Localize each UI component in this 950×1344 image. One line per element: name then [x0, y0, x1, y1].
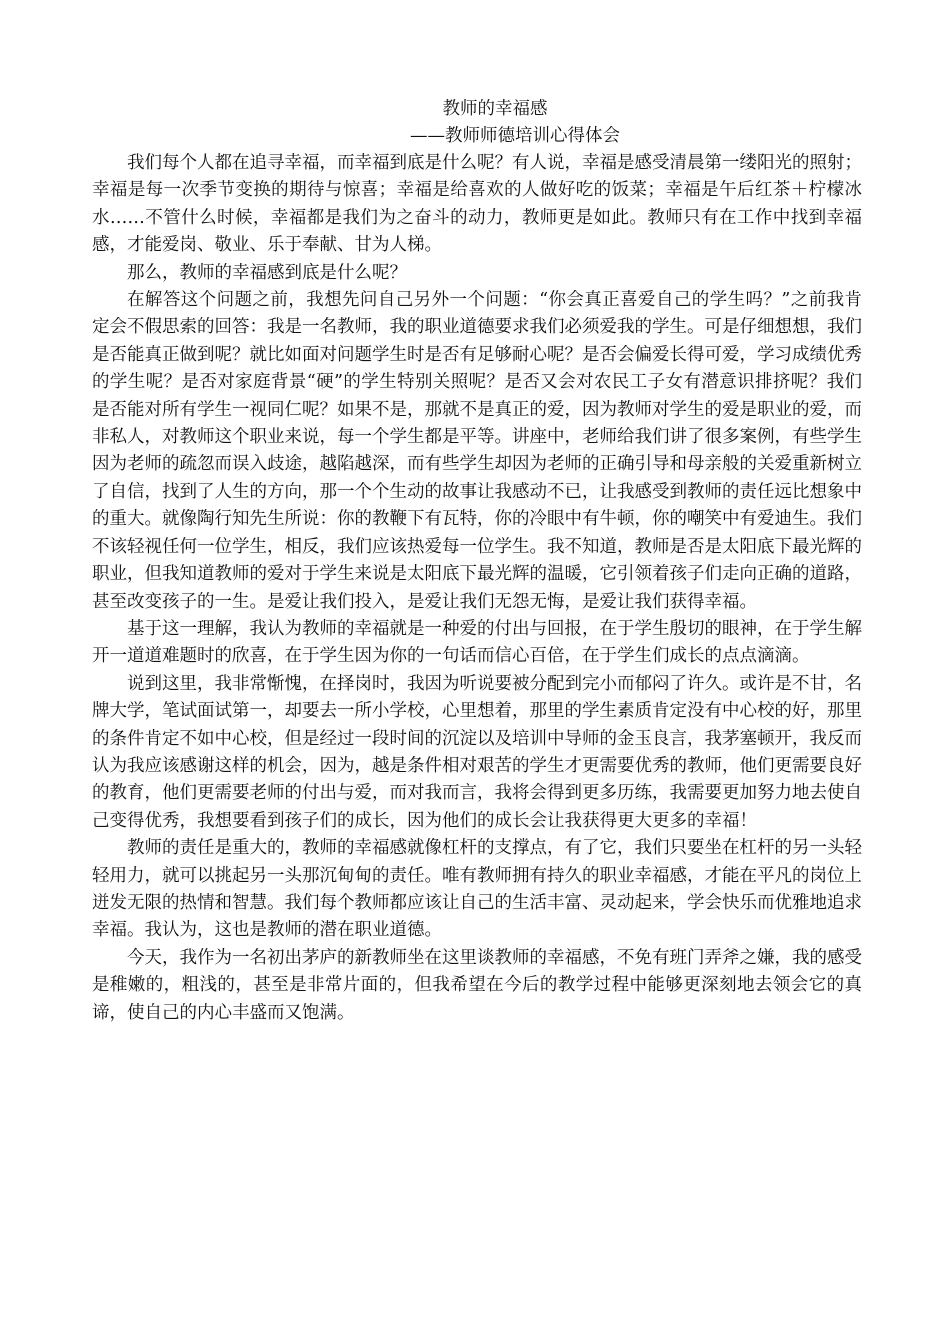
document-page	[92, 96, 862, 1027]
paragraph-5: 说到这里，我非常惭愧，在择岗时，我因为听说要被分配到完小而郁闷了许久。或许是不甘，名牌大学，笔试面试第一，却要去一所小学校，心里想着，那里的学生素质肯定没有中心校的好，那里的条件肯定不如中心校，但是经过一段时间的沉淀以及培训中导师的金玉良言，我茅塞顿开，我反而认为我应该感谢这样的机会，因为，越是条件相对艰苦的学生才更需要优秀的教师，他们更需要良好的教育，他们更需要老师的付出与爱，而对我而言，我将会得到更多历练，我需要更加努力地去使自己变得优秀，我想要看到孩子们的成长，因为他们的成长会让我获得更大更多的幸福！	[92, 673, 862, 831]
paragraph-3: 在解答这个问题之前，我想先问自己另外一个问题：“你会真正喜爱自己的学生吗？”之前我肯定会不假思索的回答：我是一名教师，我的职业道德要求我们必须爱我的学生。可是仔细想想，我们是否能真正做到呢？就比如面对问题学生时是否有足够耐心呢？是否会偏爱长得可爱，学习成绩优秀的学生呢？是否对家庭背景“硬”的学生特别关照呢？是否又会对农民工子女有潜意识排挤呢？我们是否能对所有学生一视同仁呢？如果不是，那就不是真正的爱，因为教师对学生的爱是职业的爱，而非私人，对教师这个职业来说，每一个学生都是平等。讲座中，老师给我们讲了很多案例，有些学生因为老师的疏忽而误入歧途，越陷越深，而有些学生却因为老师的正确引导和母亲般的关爱重新树立了自信，找到了人生的方向，那一个个生动的故事让我感动不已，让我感受到教师的责任远比想象中的重大。就像陶行知先生所说：你的教鞭下有瓦特，你的冷眼中有牛顿，你的嘲笑中有爱迪生。我们不该轻视任何一位学生，相反，我们应该热爱每一位学生。我不知道，教师是否是太阳底下最光辉的职业，但我知道教师的爱对于学生来说是太阳底下最光辉的温暖，它引领着孩子们走向正确的道路，甚至改变孩子的一生。是爱让我们投入，是爱让我们无怨无悔，是爱让我们获得幸福。	[92, 290, 862, 612]
paragraph-4: 基于这一理解，我认为教师的幸福就是一种爱的付出与回报，在于学生殷切的眼神，在于学生解开一道道难题时的欣喜，在于学生因为你的一句话而信心百倍，在于学生们成长的点点滴滴。	[92, 618, 862, 667]
document-subtitle: ——教师师德培训心得体会	[410, 126, 620, 146]
document-title: 教师的幸福感	[442, 99, 548, 119]
paragraph-7: 今天，我作为一名初出茅庐的新教师坐在这里谈教师的幸福感，不免有班门弄斧之嫌，我的感受是稚嫩的，粗浅的，甚至是非常片面的，但我希望在今后的教学过程中能够更深刻地去领会它的真谛，使自己的内心丰盛而又饱满。	[92, 947, 862, 1023]
paragraph-1: 我们每个人都在追寻幸福，而幸福到底是什么呢？有人说，幸福是感受清晨第一缕阳光的照射；幸福是每一次季节变换的期待与惊喜；幸福是给喜欢的人做好吃的饭菜；幸福是午后红茶＋柠檬冰水……不管什么时候，幸福都是我们为之奋斗的动力，教师更是如此。教师只有在工作中找到幸福感，才能爱岗、敬业、乐于奉献、甘为人梯。	[92, 153, 862, 256]
paragraph-6: 教师的责任是重大的，教师的幸福感就像杠杆的支撑点，有了它，我们只要坐在杠杆的另一头轻轻用力，就可以挑起另一头那沉甸甸的责任。唯有教师拥有持久的职业幸福感，才能在平凡的岗位上迸发无限的热情和智慧。我们每个教师都应该让自己的生活丰富、灵动起来，学会快乐而优雅地追求幸福。我认为，这也是教师的潜在职业道德。	[92, 838, 862, 941]
paragraph-2: 那么，教师的幸福感到底是什么呢？	[127, 262, 407, 283]
